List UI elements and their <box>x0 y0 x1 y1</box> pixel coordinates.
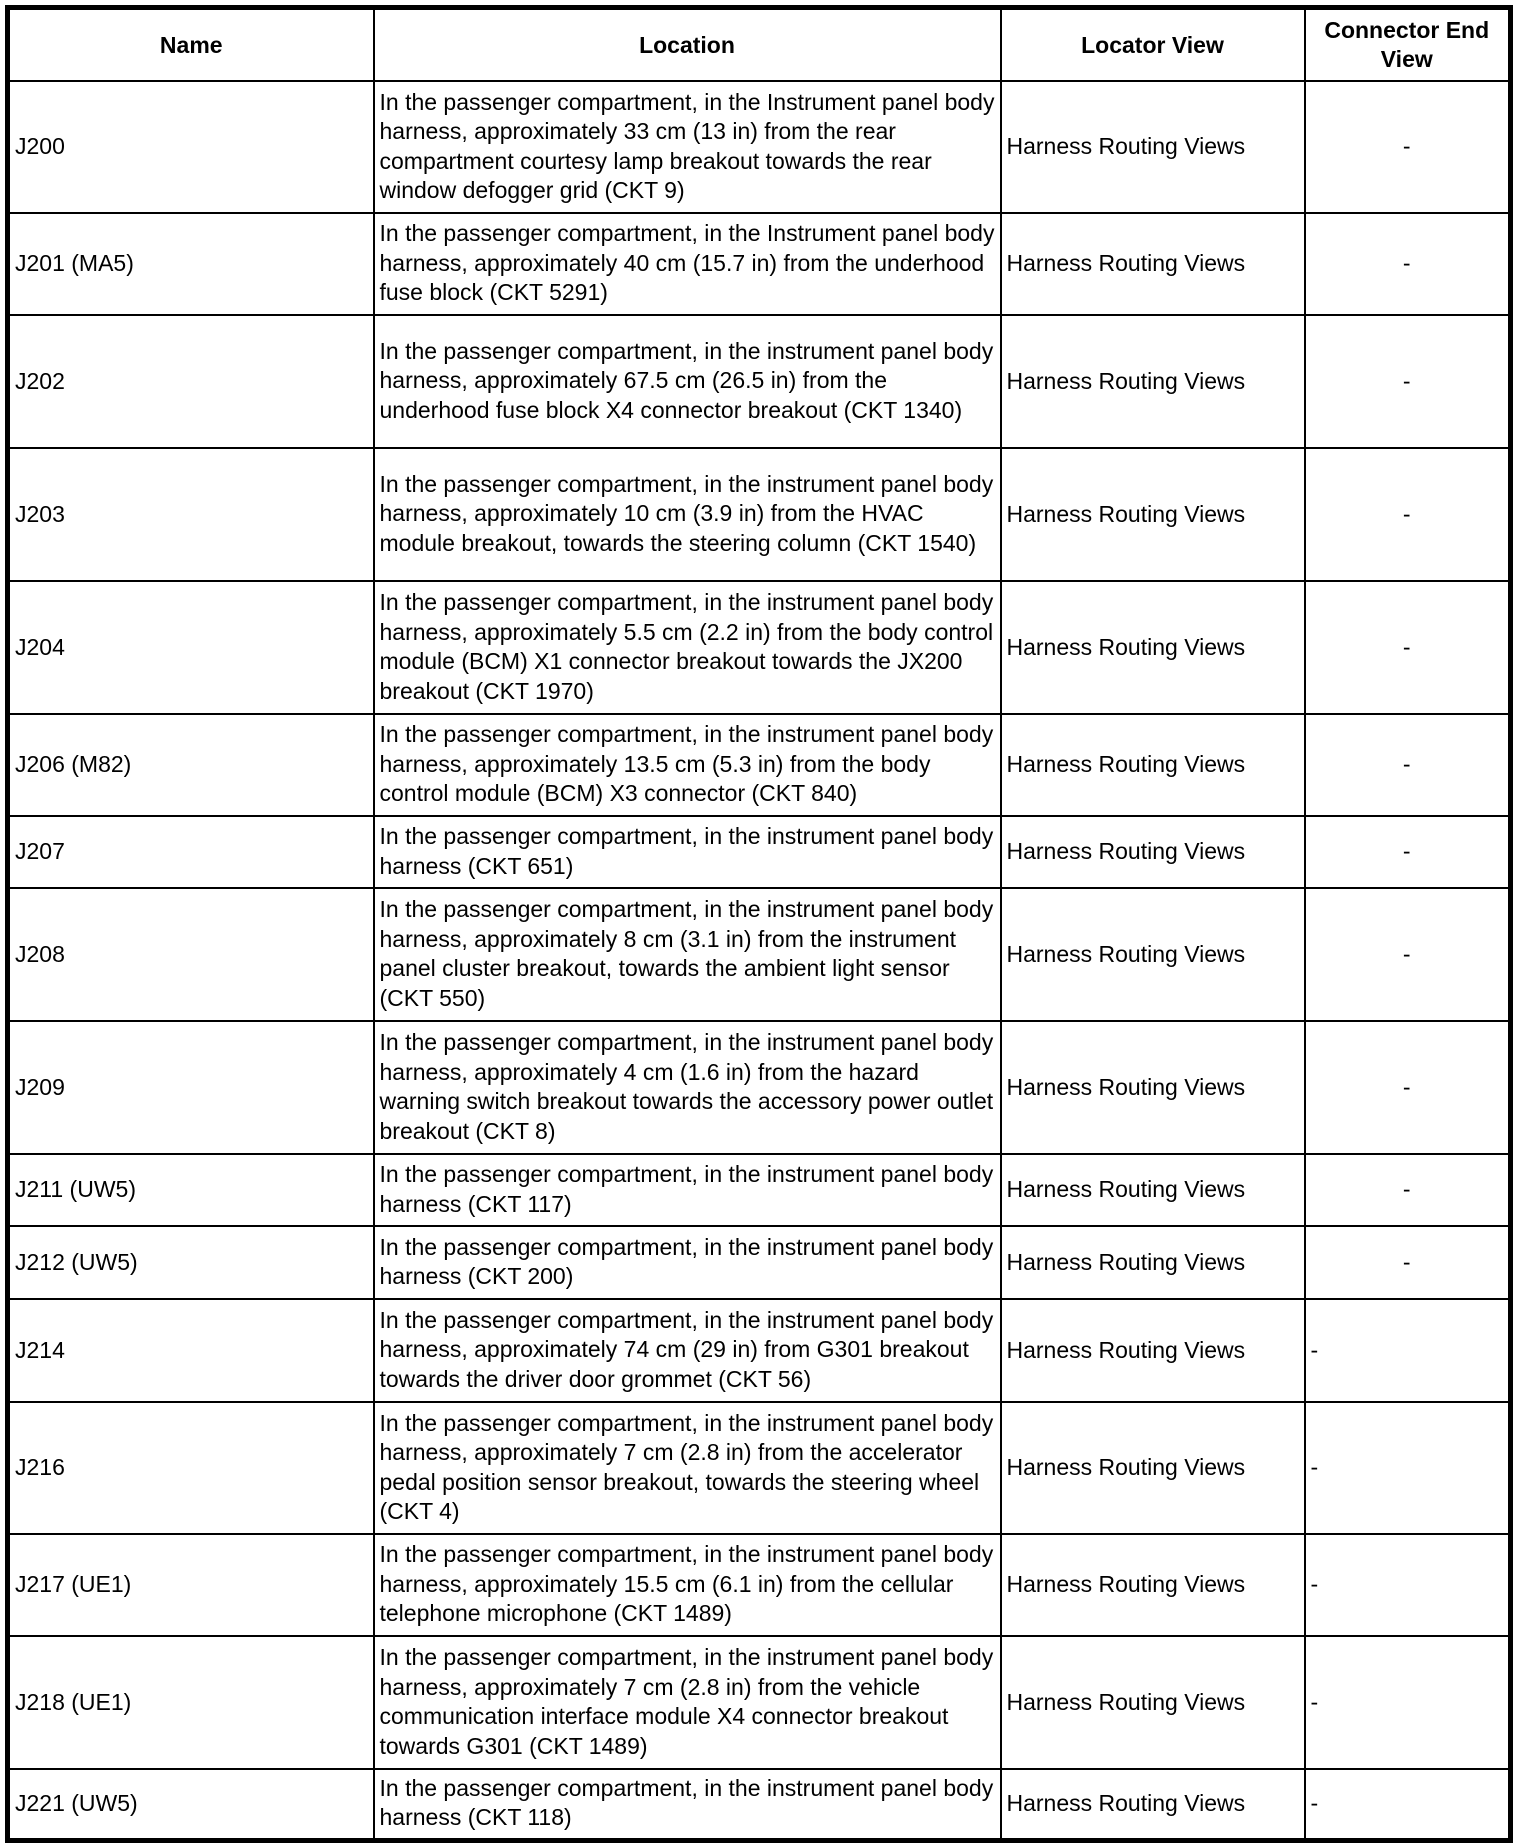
cell-name: J217 (UE1) <box>8 1534 374 1636</box>
cell-location: In the passenger compartment, in the instrument panel body harness, approximately 13.5 cm (5.3 in) from the body control module (BCM) X3 connector (CKT 840) <box>374 714 1001 816</box>
cell-connector-end-view: - <box>1305 714 1511 816</box>
cell-connector-end-view: - <box>1305 888 1511 1021</box>
header-location: Location <box>374 8 1001 82</box>
table-row <box>8 1769 1511 1840</box>
cell-locator-view[interactable]: Harness Routing Views <box>1001 581 1305 714</box>
table-row <box>8 581 1511 714</box>
cell-name: J206 (M82) <box>8 714 374 816</box>
cell-connector-end-view: - <box>1305 1769 1511 1840</box>
cell-connector-end-view: - <box>1305 1534 1511 1636</box>
table-row <box>8 81 1511 213</box>
cell-locator-view[interactable]: Harness Routing Views <box>1001 1402 1305 1534</box>
cell-name: J214 <box>8 1299 374 1402</box>
cell-connector-end-view: - <box>1305 816 1511 888</box>
cell-connector-end-view: - <box>1305 448 1511 581</box>
cell-locator-view[interactable]: Harness Routing Views <box>1001 1636 1305 1769</box>
cell-locator-view[interactable]: Harness Routing Views <box>1001 1534 1305 1636</box>
header-locator-view: Locator View <box>1001 8 1305 82</box>
table-row <box>8 888 1511 1021</box>
cell-locator-view[interactable]: Harness Routing Views <box>1001 1226 1305 1299</box>
cell-location: In the passenger compartment, in the instrument panel body harness, approximately 8 cm (3.1 in) from the instrument panel cluster breakout, towards the ambient light sensor (CKT 550) <box>374 888 1001 1021</box>
cell-connector-end-view: - <box>1305 1021 1511 1154</box>
cell-name: J216 <box>8 1402 374 1534</box>
cell-connector-end-view: - <box>1305 581 1511 714</box>
table-row <box>8 315 1511 448</box>
cell-location: In the passenger compartment, in the instrument panel body harness, approximately 7 cm (2.8 in) from the vehicle communication interface module X4 connector breakout towards G301 (CKT 1489) <box>374 1636 1001 1769</box>
cell-name: J208 <box>8 888 374 1021</box>
cell-locator-view[interactable]: Harness Routing Views <box>1001 888 1305 1021</box>
cell-connector-end-view: - <box>1305 1402 1511 1534</box>
header-connector-end-view: Connector End View <box>1305 8 1511 82</box>
cell-name: J202 <box>8 315 374 448</box>
cell-location: In the passenger compartment, in the Instrument panel body harness, approximately 40 cm (15.7 in) from the underhood fuse block (CKT 5291) <box>374 213 1001 315</box>
cell-connector-end-view: - <box>1305 81 1511 213</box>
cell-connector-end-view: - <box>1305 213 1511 315</box>
cell-location: In the passenger compartment, in the instrument panel body harness, approximately 4 cm (1.6 in) from the hazard warning switch breakout towards the accessory power outlet breakout (CKT 8) <box>374 1021 1001 1154</box>
cell-location: In the passenger compartment, in the instrument panel body harness (CKT 117) <box>374 1154 1001 1226</box>
cell-name: J207 <box>8 816 374 888</box>
table-row <box>8 1402 1511 1534</box>
cell-location: In the passenger compartment, in the instrument panel body harness, approximately 5.5 cm (2.2 in) from the body control module (BCM) X1 connector breakout towards the JX200 breakout (CKT 1970) <box>374 581 1001 714</box>
cell-location: In the passenger compartment, in the instrument panel body harness, approximately 74 cm (29 in) from G301 breakout towards the driver door grommet (CKT 56) <box>374 1299 1001 1402</box>
cell-locator-view[interactable]: Harness Routing Views <box>1001 1154 1305 1226</box>
cell-location: In the passenger compartment, in the Instrument panel body harness, approximately 33 cm (13 in) from the rear compartment courtesy lamp breakout towards the rear window defogger grid (CKT 9) <box>374 81 1001 213</box>
cell-location: In the passenger compartment, in the instrument panel body harness (CKT 200) <box>374 1226 1001 1299</box>
table-row <box>8 816 1511 888</box>
cell-connector-end-view: - <box>1305 1299 1511 1402</box>
cell-locator-view[interactable]: Harness Routing Views <box>1001 81 1305 213</box>
cell-connector-end-view: - <box>1305 1154 1511 1226</box>
cell-name: J209 <box>8 1021 374 1154</box>
table-row <box>8 1636 1511 1769</box>
table-row <box>8 448 1511 581</box>
cell-name: J201 (MA5) <box>8 213 374 315</box>
header-name: Name <box>8 8 374 82</box>
cell-locator-view[interactable]: Harness Routing Views <box>1001 1769 1305 1840</box>
cell-locator-view[interactable]: Harness Routing Views <box>1001 1021 1305 1154</box>
table-row <box>8 213 1511 315</box>
cell-locator-view[interactable]: Harness Routing Views <box>1001 315 1305 448</box>
table-row <box>8 1154 1511 1226</box>
cell-name: J212 (UW5) <box>8 1226 374 1299</box>
cell-name: J218 (UE1) <box>8 1636 374 1769</box>
cell-connector-end-view: - <box>1305 315 1511 448</box>
cell-connector-end-view: - <box>1305 1636 1511 1769</box>
cell-name: J211 (UW5) <box>8 1154 374 1226</box>
table-row <box>8 1226 1511 1299</box>
table-row <box>8 1021 1511 1154</box>
cell-name: J221 (UW5) <box>8 1769 374 1840</box>
cell-locator-view[interactable]: Harness Routing Views <box>1001 1299 1305 1402</box>
cell-locator-view[interactable]: Harness Routing Views <box>1001 213 1305 315</box>
cell-name: J203 <box>8 448 374 581</box>
table-row <box>8 714 1511 816</box>
cell-location: In the passenger compartment, in the instrument panel body harness (CKT 118) <box>374 1769 1001 1840</box>
cell-location: In the passenger compartment, in the instrument panel body harness (CKT 651) <box>374 816 1001 888</box>
cell-locator-view[interactable]: Harness Routing Views <box>1001 448 1305 581</box>
cell-name: J204 <box>8 581 374 714</box>
table-body <box>8 81 1511 1840</box>
cell-locator-view[interactable]: Harness Routing Views <box>1001 714 1305 816</box>
header-row <box>8 8 1511 82</box>
cell-locator-view[interactable]: Harness Routing Views <box>1001 816 1305 888</box>
cell-location: In the passenger compartment, in the instrument panel body harness, approximately 10 cm (3.9 in) from the HVAC module breakout, towards the steering column (CKT 1540) <box>374 448 1001 581</box>
cell-location: In the passenger compartment, in the instrument panel body harness, approximately 15.5 cm (6.1 in) from the cellular telephone microphone (CKT 1489) <box>374 1534 1001 1636</box>
splice-location-table <box>5 5 1513 1843</box>
cell-connector-end-view: - <box>1305 1226 1511 1299</box>
table-row <box>8 1534 1511 1636</box>
cell-location: In the passenger compartment, in the instrument panel body harness, approximately 7 cm (2.8 in) from the accelerator pedal position sensor breakout, towards the steering wheel (CKT 4) <box>374 1402 1001 1534</box>
cell-name: J200 <box>8 81 374 213</box>
table-row <box>8 1299 1511 1402</box>
cell-location: In the passenger compartment, in the instrument panel body harness, approximately 67.5 cm (26.5 in) from the underhood fuse block X4 connector breakout (CKT 1340) <box>374 315 1001 448</box>
